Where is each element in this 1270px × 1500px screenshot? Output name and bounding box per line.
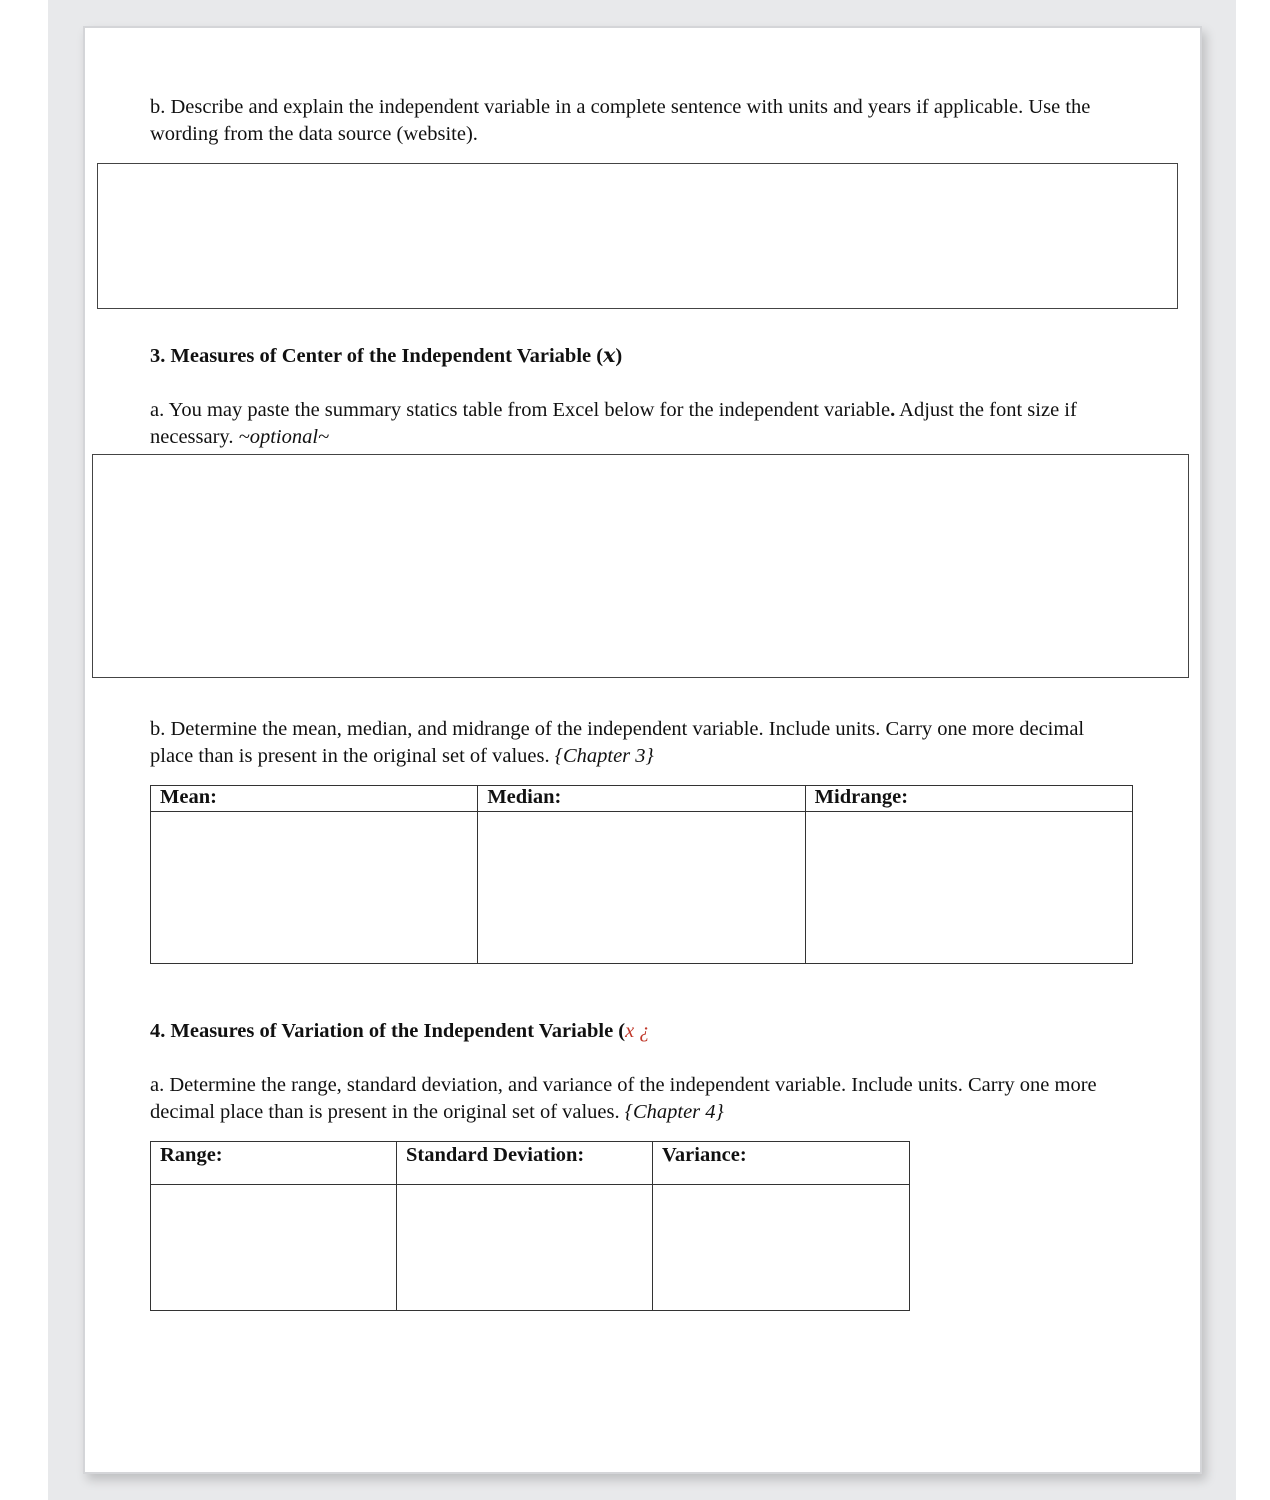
midrange-header: Midrange: — [805, 786, 1132, 812]
mean-header: Mean: — [151, 786, 478, 812]
prompt-3a: a. You may paste the summary statics table from Excel below for the independent variable. Adjust the font size if necessary. ~optional~ — [150, 399, 1077, 448]
prompt-4a: a. Determine the range, standard deviation, and variance of the independent variable. Include units. Carry one more decimal place than is present in the original set of values. {Chapter 4} — [150, 1074, 1097, 1123]
mean-cell[interactable] — [151, 812, 478, 964]
median-cell[interactable] — [478, 812, 805, 964]
prompt-3b: b. Determine the mean, median, and midrange of the independent variable. Include units. Carry one more decimal place than is present in the original set of values. {Chapter 3} — [150, 718, 1085, 767]
range-header: Range: — [151, 1142, 397, 1185]
prompt-2b: b. Describe and explain the independent variable in a complete sentence with units and years if applicable. Use the wording from the data source (website). — [150, 96, 1091, 145]
variable-x: x — [625, 1020, 635, 1042]
center-measures-table — [150, 785, 1133, 964]
std-dev-cell[interactable] — [397, 1185, 653, 1311]
section-4-heading: 4. Measures of Variation of the Independent Variable (x ¿ — [150, 1020, 650, 1042]
variance-cell[interactable] — [653, 1185, 910, 1311]
optional-label: ~optional~ — [238, 426, 330, 448]
variation-measures-table — [150, 1141, 910, 1311]
chapter-3-ref: {Chapter 3} — [554, 745, 654, 767]
range-cell[interactable] — [151, 1185, 397, 1311]
variable-x: x — [603, 343, 616, 367]
variance-header: Variance: — [653, 1142, 910, 1185]
std-dev-header: Standard Deviation: — [397, 1142, 653, 1185]
glyph-inverted-question: ¿ — [639, 1020, 650, 1042]
table-answer-row — [151, 1185, 910, 1311]
table-answer-row — [151, 812, 1133, 964]
table-header-row — [151, 786, 1133, 812]
answer-box-2b[interactable] — [97, 163, 1178, 309]
table-header-row — [151, 1142, 910, 1185]
midrange-cell[interactable] — [805, 812, 1132, 964]
median-header: Median: — [478, 786, 805, 812]
answer-box-3a-summary-table[interactable] — [92, 454, 1189, 678]
section-3-heading: 3. Measures of Center of the Independent Variable (x) — [150, 343, 623, 367]
chapter-4-ref: {Chapter 4} — [624, 1101, 724, 1123]
